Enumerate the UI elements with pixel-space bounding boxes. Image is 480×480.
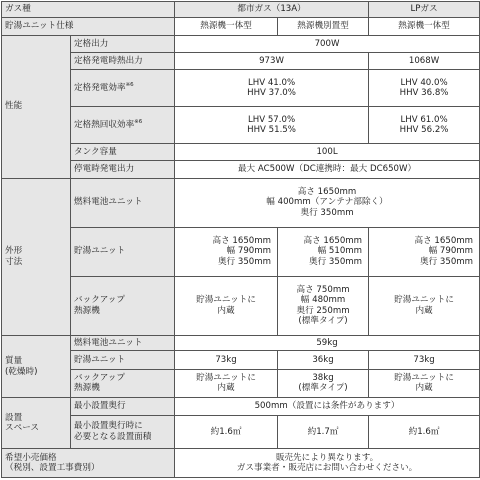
tank-value: 100L bbox=[175, 143, 480, 160]
unit-spec-integrated: 熱源機一体型 bbox=[175, 18, 278, 35]
dim-storage-integrated: 高さ 1650mm 幅 790mm 奥行 350mm bbox=[175, 227, 278, 276]
rated-gen-heat-label: 定格発電時熱出力 bbox=[71, 53, 175, 70]
dim-backup-label: バックアップ 熱源機 bbox=[71, 276, 175, 335]
space-area-separate: 約1.7㎡ bbox=[278, 415, 369, 449]
unit-spec-separate: 熱源機別置型 bbox=[278, 18, 369, 35]
rated-output-value: 700W bbox=[175, 35, 480, 52]
price-label: 希望小売価格 （税別、設置工事費別） bbox=[2, 449, 175, 478]
rated-gen-heat-row bbox=[2, 53, 480, 70]
gen-efficiency-note: ※6 bbox=[125, 82, 134, 89]
mass-storage-label: 貯湯ユニット bbox=[71, 351, 175, 369]
spec-table bbox=[1, 1, 480, 478]
dim-backup-row bbox=[2, 276, 480, 335]
gen-efficiency-label: 定格発電効率 bbox=[74, 83, 126, 94]
unit-spec-lp: 熱源機一体型 bbox=[369, 18, 480, 35]
mass-storage-separate: 36kg bbox=[278, 351, 369, 369]
gas-type-label: ガス種 bbox=[2, 2, 175, 18]
mass-backup-label: バックアップ 熱源機 bbox=[71, 369, 175, 398]
heat-recovery-label: 定格熱回収効率 bbox=[74, 119, 135, 130]
outage-output-row bbox=[2, 161, 480, 178]
mass-fuel-cell-row bbox=[2, 335, 480, 350]
dim-storage-label: 貯湯ユニット bbox=[71, 227, 175, 276]
rated-output-row bbox=[2, 35, 480, 52]
outage-output-value: 最大 AC500W（DC連携時：最大 DC650W） bbox=[175, 161, 480, 178]
mass-storage-row bbox=[2, 351, 480, 369]
dim-fuel-cell-label: 燃料電池ユニット bbox=[71, 178, 175, 227]
gen-efficiency-row bbox=[2, 70, 480, 107]
gen-efficiency-label-cell bbox=[71, 70, 175, 107]
rated-gen-heat-city: 973W bbox=[175, 53, 369, 70]
performance-group-label: 性能 bbox=[2, 35, 71, 178]
gen-efficiency-lp: LHV 40.0% HHV 36.8% bbox=[369, 70, 480, 107]
mass-fuel-cell-value: 59kg bbox=[175, 335, 480, 350]
unit-spec-label: 貯湯ユニット仕様 bbox=[2, 18, 175, 35]
unit-spec-row bbox=[2, 18, 480, 35]
space-area-label: 最小設置奥行時に 必要となる設置面積 bbox=[71, 415, 175, 449]
outage-output-label: 停電時発電出力 bbox=[71, 161, 175, 178]
space-depth-label: 最小設置奥行 bbox=[71, 398, 175, 415]
space-area-lp: 約1.6㎡ bbox=[369, 415, 480, 449]
dim-storage-lp: 高さ 1650mm 幅 790mm 奥行 350mm bbox=[369, 227, 480, 276]
dim-fuel-cell-value: 高さ 1650mm 幅 400mm（アンテナ部除く） 奥行 350mm bbox=[175, 178, 480, 227]
price-value: 販売先により異なります。 ガス事業者・販売店にお問い合わせください。 bbox=[175, 449, 480, 478]
dimensions-group-label: 外形 寸法 bbox=[2, 178, 71, 335]
heat-recovery-note: ※6 bbox=[134, 118, 143, 125]
tank-label: タンク容量 bbox=[71, 143, 175, 160]
space-depth-row bbox=[2, 398, 480, 415]
rated-gen-heat-lp: 1068W bbox=[369, 53, 480, 70]
space-area-row bbox=[2, 415, 480, 449]
mass-backup-separate: 38kg (標準タイプ) bbox=[278, 369, 369, 398]
tank-row bbox=[2, 143, 480, 160]
header-row bbox=[2, 2, 480, 18]
rated-output-label: 定格出力 bbox=[71, 35, 175, 52]
space-group-label: 設置 スペース bbox=[2, 398, 71, 449]
gen-efficiency-city: LHV 41.0% HHV 37.0% bbox=[175, 70, 369, 107]
mass-backup-integrated: 貯湯ユニットに 内蔵 bbox=[175, 369, 278, 398]
price-row bbox=[2, 449, 480, 478]
mass-group-label: 質量 (乾燥時) bbox=[2, 335, 71, 397]
space-depth-value: 500mm（設置には条件があります） bbox=[175, 398, 480, 415]
dim-fuel-cell-row bbox=[2, 178, 480, 227]
dim-backup-separate: 高さ 750mm 幅 480mm 奥行 250mm (標準タイプ) bbox=[278, 276, 369, 335]
city-gas-header: 都市ガス（13A） bbox=[175, 2, 369, 18]
mass-storage-integrated: 73kg bbox=[175, 351, 278, 369]
dim-backup-integrated: 貯湯ユニットに 内蔵 bbox=[175, 276, 278, 335]
mass-backup-row bbox=[2, 369, 480, 398]
dim-backup-lp: 貯湯ユニットに 内蔵 bbox=[369, 276, 480, 335]
dim-storage-row bbox=[2, 227, 480, 276]
mass-fuel-cell-label: 燃料電池ユニット bbox=[71, 335, 175, 350]
heat-recovery-row bbox=[2, 107, 480, 144]
heat-recovery-city: LHV 57.0% HHV 51.5% bbox=[175, 107, 369, 144]
heat-recovery-lp: LHV 61.0% HHV 56.2% bbox=[369, 107, 480, 144]
dim-storage-separate: 高さ 1650mm 幅 510mm 奥行 350mm bbox=[278, 227, 369, 276]
heat-recovery-label-cell bbox=[71, 107, 175, 144]
space-area-integrated: 約1.6㎡ bbox=[175, 415, 278, 449]
mass-storage-lp: 73kg bbox=[369, 351, 480, 369]
mass-backup-lp: 貯湯ユニットに 内蔵 bbox=[369, 369, 480, 398]
lp-gas-header: LPガス bbox=[369, 2, 480, 18]
